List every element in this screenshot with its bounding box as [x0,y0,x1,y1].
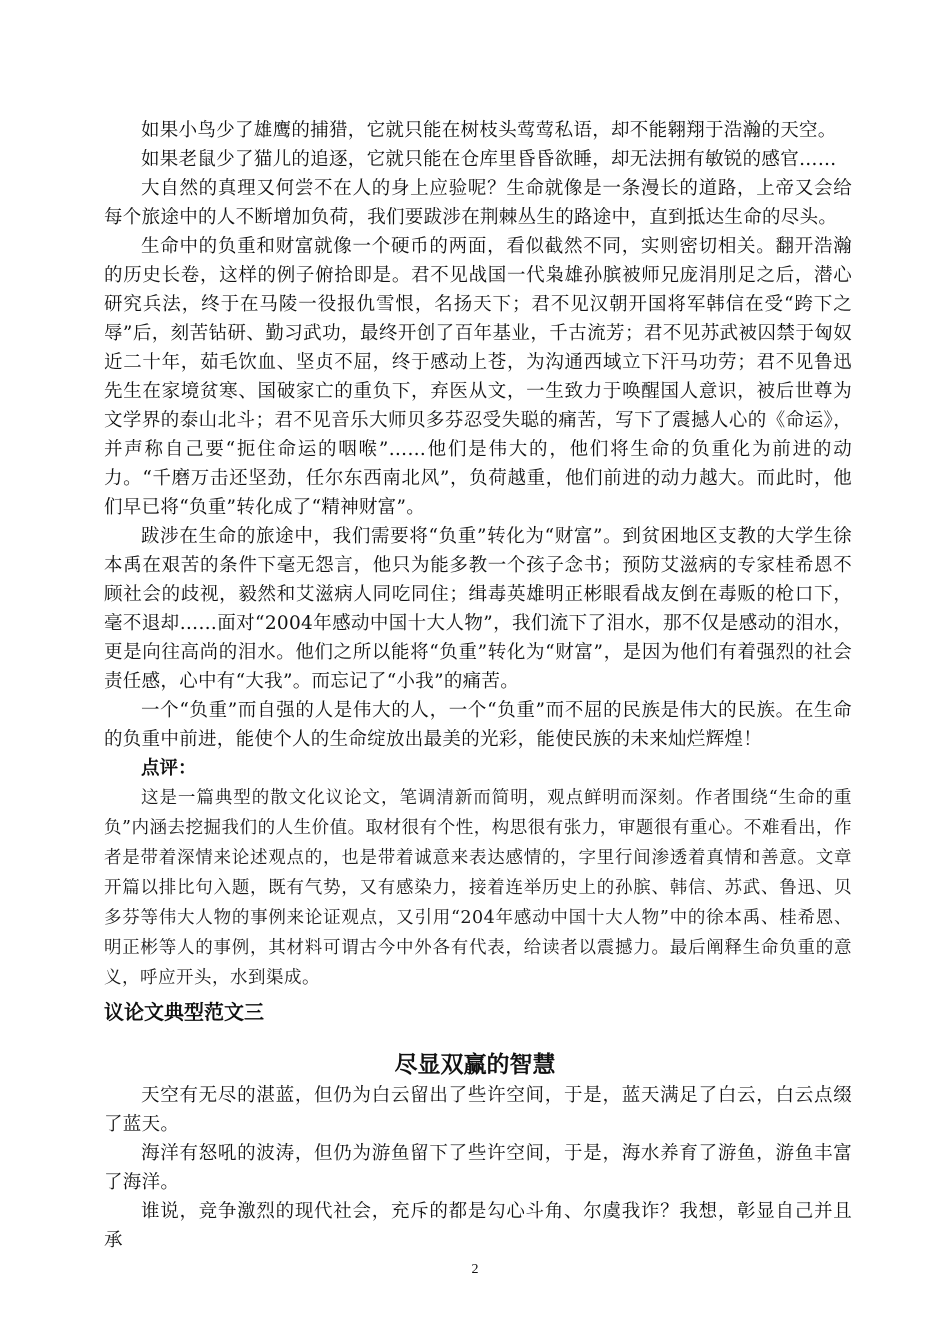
comment-label: 点评： [141,758,197,779]
paragraph: 如果小鸟少了雄鹰的捕猎，它就只能在树枝头莺莺私语，却不能翱翔于浩瀚的天空。 [141,120,837,141]
paragraph: 生命中的负重和财富就像一个硬币的两面，看似截然不同，实则密切相关。翻开浩瀚的历史长卷，这样的例子俯拾即是。君不见战国一代枭雄孙膑被师兄庞涓刖足之后，潜心研究兵法，终于在马陵一役报仇雪恨，名扬天下；君不见汉朝开国将军韩信在受“跨下之辱”后，刻苦钻研、勤习武功，最终开创了百年基业，千古流芳；君不见苏武被囚禁于匈奴近二十年，茹毛饮血、坚贞不屈，终于感动上苍，为沟通西域立下汗马功劳；君不见鲁迅先生在家境贫寒、国破家亡的重负下，弃医从文，一生致力于唤醒国人意识，被后世尊为文学界的泰山北斗；君不见音乐大师贝多芬忍受失聪的痛苦，写下了震撼人心的《命运》，并声称自己要“扼住命运的咽喉”……他们是伟大的，他们将生命的负重化为前进的动力。“千磨万击还坚劲，任尔东西南北风”，负荷越重，他们前进的动力越大。而此时，他们早已将“负重”转化成了“精神财富”。 [104,236,852,518]
page-number: 2 [471,1262,479,1277]
essay-body-previous [104,116,852,993]
section-heading: 议论文典型范文三 [104,1000,264,1024]
paragraph: 天空有无尽的湛蓝，但仍为白云留出了些许空间，于是，蓝天满足了白云，白云点缀了蓝天。 [104,1085,852,1135]
paragraph: 大自然的真理又何尝不在人的身上应验呢？生命就像是一条漫长的道路，上帝又会给每个旅途中的人不断增加负荷，我们要跋涉在荆棘丛生的路途中，直到抵达生命的尽头。 [104,178,852,228]
essay-body-new [104,1081,852,1255]
comment-text: 这是一篇典型的散文化议论文，笔调清新而简明，观点鲜明而深刻。作者围绕“生命的重负”内涵去挖掘我们的人生价值。取材很有个性，构思很有张力，审题很有重心。不难看出，作者是带着深情来论述观点的，也是带着诚意来表达感情的，字里行间渗透着真情和善意。文章开篇以排比句入题，既有气势，又有感染力，接着连举历史上的孙膑、韩信、苏武、鲁迅、贝多芬等伟大人物的事例来论证观点，又引用“204年感动中国十大人物”中的徐本禹、桂希恩、明正彬等人的事例，其材料可谓古今中外各有代表，给读者以震撼力。最后阐释生命负重的意义，呼应开头，水到渠成。 [104,788,852,988]
paragraph: 如果老鼠少了猫儿的追逐，它就只能在仓库里昏昏欲睡，却无法拥有敏锐的感官…… [141,149,837,170]
paragraph: 跋涉在生命的旅途中，我们需要将“负重”转化为“财富”。到贫困地区支教的大学生徐本禹在艰苦的条件下毫无怨言，他只为能多教一个孩子念书；预防艾滋病的专家桂希恩不顾社会的歧视，毅然和艾滋病人同吃同住；缉毒英雄明正彬眼看战友倒在毒贩的枪口下，毫不退却……面对“2004年感动中国十大人物”，我们流下了泪水，那不仅是感动的泪水，更是向往高尚的泪水。他们之所以能将“负重”转化为“财富”，是因为他们有着强烈的社会责任感，心中有“大我”。而忘记了“小我”的痛苦。 [104,526,852,692]
paragraph: 海洋有怒吼的波涛，但仍为游鱼留下了些许空间，于是，海水养育了游鱼，游鱼丰富了海洋。 [104,1143,852,1193]
paragraph: 谁说，竞争激烈的现代社会，充斥的都是勾心斗角、尔虞我诈？我想，彰显自己并且承 [104,1201,852,1251]
paragraph: 一个“负重”而自强的人是伟大的人，一个“负重”而不屈的民族是伟大的民族。在生命的负重中前进，能使个人的生命绽放出最美的光彩，能使民族的未来灿烂辉煌！ [104,700,852,750]
essay-title: 尽显双赢的智慧 [394,1052,556,1078]
